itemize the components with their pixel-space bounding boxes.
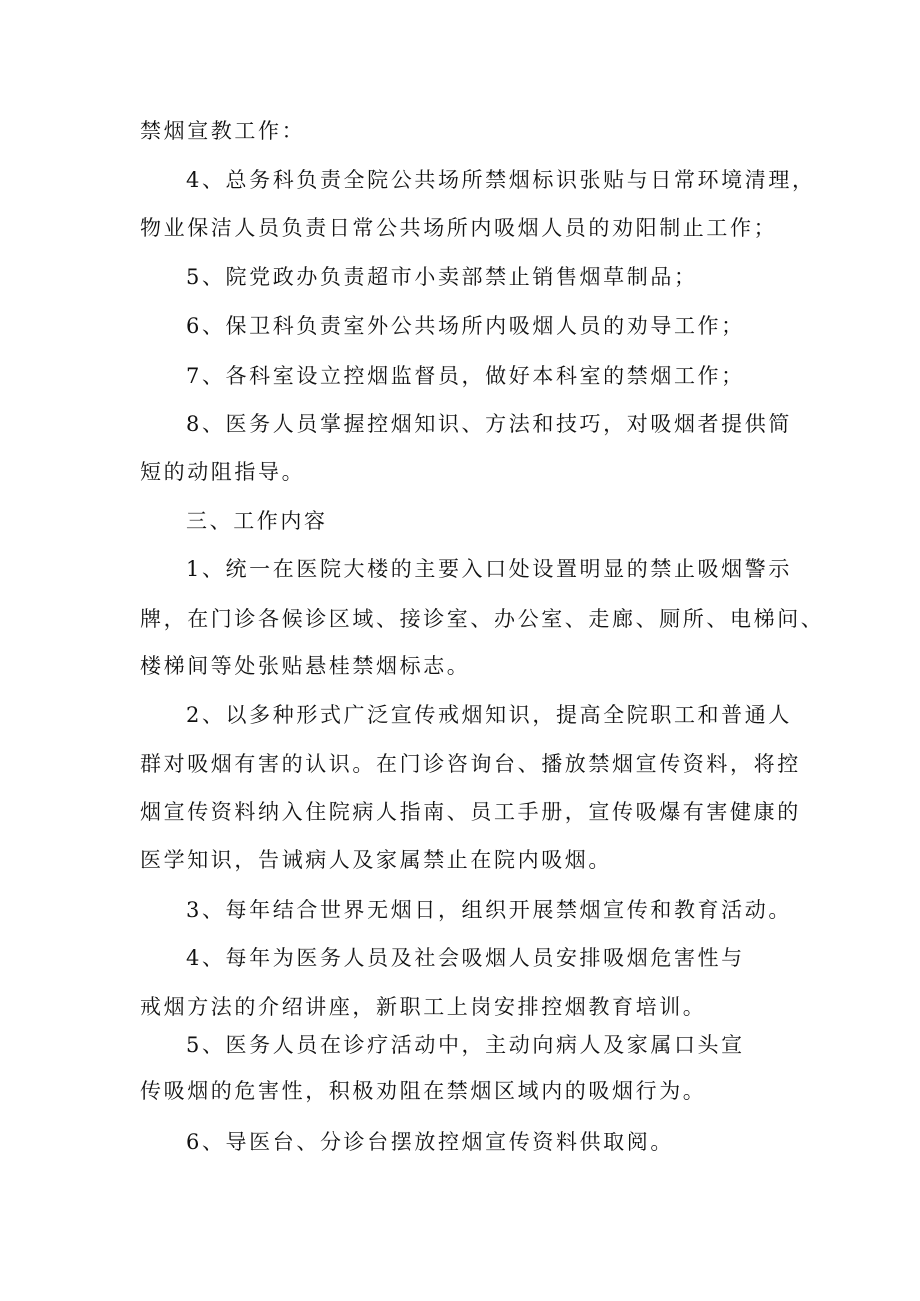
text-line: 医学知识，告诫病人及家属禁止在院内吸烟。 xyxy=(140,848,612,872)
text-line: 4、总务科负责全院公共场所禁烟标识张贴与日常环境清理， xyxy=(186,168,816,192)
text-line: 4、每年为医务人员及社会吸烟人员安排吸烟危害性与 xyxy=(186,946,745,970)
text-line: 8、医务人员掌握控烟知识、方法和技巧，对吸烟者提供简 xyxy=(186,412,792,436)
text-line: 群对吸烟有害的认识。在门诊咨询台、播放禁烟宣传资料，将控 xyxy=(140,752,801,776)
text-line: 禁烟宣教工作： xyxy=(140,119,306,143)
text-line: 戒烟方法的介绍讲座，新职工上岗安排控烟教育培训。 xyxy=(140,995,707,1019)
text-line: 传吸烟的危害性，积极劝阻在禁烟区域内的吸烟行为。 xyxy=(140,1079,707,1103)
text-line: 3、每年结合世界无烟日，组织开展禁烟宣传和教育活动。 xyxy=(186,898,792,922)
text-line: 楼梯间等处张贴悬桂禁烟标志。 xyxy=(140,654,471,678)
text-line: 牌，在门诊各候诊区域、接诊室、办公室、走廊、厕所、电梯问、 xyxy=(140,607,825,631)
text-line: 6、导医台、分诊台摆放控烟宣传资料供取阅。 xyxy=(186,1130,674,1154)
section-heading: 三、工作内容 xyxy=(186,509,328,533)
text-line: 6、保卫科负责室外公共场所内吸烟人员的劝导工作； xyxy=(186,314,745,338)
text-line: 5、医务人员在诊疗活动中，主动向病人及家属口头宣 xyxy=(186,1033,745,1057)
text-line: 7、各科室设立控烟监督员，做好本科室的禁烟工作； xyxy=(186,364,745,388)
text-line: 5、院党政办负责超市小卖部禁止销售烟草制品； xyxy=(186,265,698,289)
text-line: 短的动阻指导。 xyxy=(140,460,306,484)
text-line: 烟宣传资料纳入住院病人指南、员工手册，宣传吸爆有害健康的 xyxy=(140,800,801,824)
text-line: 1、统一在医院大楼的主要入口处设置明显的禁止吸烟警示 xyxy=(186,557,792,581)
text-line: 2、以多种形式广泛宣传戒烟知识，提高全院职工和普通人 xyxy=(186,703,792,727)
text-line: 物业保洁人员负责日常公共场所内吸烟人员的劝阳制止工作； xyxy=(140,216,778,240)
